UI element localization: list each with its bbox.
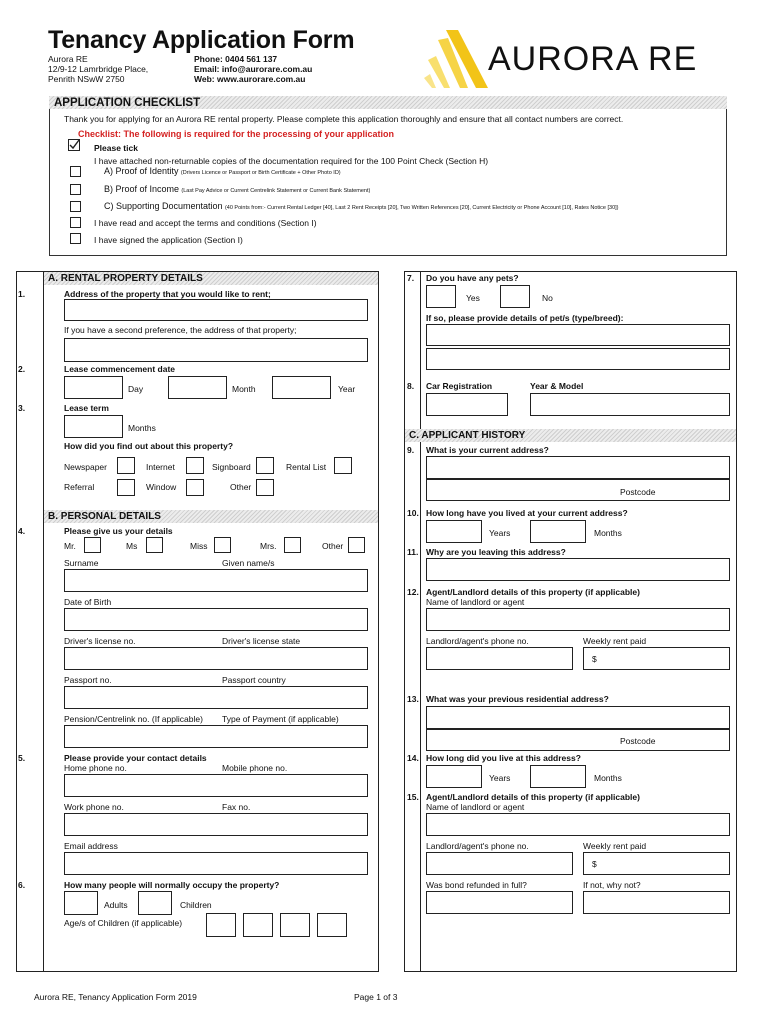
signed-label: I have signed the application (Section I) <box>94 235 243 245</box>
q4-label: Please give us your details <box>64 526 173 536</box>
current-years-label: Years <box>489 528 511 538</box>
q6-number: 6. <box>18 880 26 890</box>
car-registration-input[interactable] <box>426 393 508 416</box>
surname-label: Surname <box>64 558 99 568</box>
q12-landlord-phone-input[interactable] <box>426 647 573 670</box>
payment-type-label: Type of Payment (if applicable) <box>222 714 339 724</box>
car-registration-label: Car Registration <box>426 381 493 391</box>
proof-income-checkbox[interactable] <box>70 184 81 195</box>
dob-label: Date of Birth <box>64 597 112 607</box>
source-window-checkbox[interactable] <box>186 479 204 496</box>
q13-label: What was your previous residential address? <box>426 694 609 704</box>
company-name: Aurora RE <box>48 54 88 64</box>
q12-landlord-phone-label: Landlord/agent's phone no. <box>426 636 529 646</box>
source-newspaper-checkbox[interactable] <box>117 457 135 474</box>
phone-input[interactable] <box>64 774 368 797</box>
title-ms-checkbox[interactable] <box>146 537 163 553</box>
lease-term-months-label: Months <box>128 423 156 433</box>
title-miss-checkbox[interactable] <box>214 537 231 553</box>
source-rental-list-checkbox[interactable] <box>334 457 352 474</box>
home-phone-label: Home phone no. <box>64 763 127 773</box>
q9-number: 9. <box>407 445 415 455</box>
pets-details-input-1[interactable] <box>426 324 730 346</box>
leaving-reason-input[interactable] <box>426 558 730 581</box>
title-mr-label: Mr. <box>64 541 76 551</box>
children-label: Children <box>180 900 212 910</box>
q9-label: What is your current address? <box>426 445 549 455</box>
current-months-label: Months <box>594 528 622 538</box>
q2-label: Lease commencement date <box>64 364 176 374</box>
q15-landlord-phone-label: Landlord/agent's phone no. <box>426 841 529 851</box>
child-age-2-input[interactable] <box>243 913 273 937</box>
work-phone-input[interactable] <box>64 813 368 836</box>
q15-landlord-phone-input[interactable] <box>426 852 573 875</box>
pension-input[interactable] <box>64 725 368 748</box>
email-label: Email address <box>64 841 118 851</box>
q15-weekly-rent-input[interactable] <box>583 852 730 875</box>
company-phone: Phone: 0404 561 137 <box>194 54 278 64</box>
property-address-input[interactable] <box>64 299 368 321</box>
title-other-checkbox[interactable] <box>348 537 365 553</box>
q15-weekly-rent-label: Weekly rent paid <box>583 841 647 851</box>
year-model-label: Year & Model <box>530 381 584 391</box>
title-miss-label: Miss <box>190 541 208 551</box>
section-a-header: A. RENTAL PROPERTY DETAILS <box>44 272 378 285</box>
checkmark-icon <box>68 139 79 150</box>
current-years-input[interactable] <box>426 520 482 543</box>
source-internet-checkbox[interactable] <box>186 457 204 474</box>
q1-label: Address of the property that you would like to rent; <box>64 289 271 299</box>
day-label: Day <box>128 384 144 394</box>
q12-dollar-sign: $ <box>592 654 597 664</box>
q11-number: 11. <box>407 547 419 557</box>
lease-term-input[interactable] <box>64 415 123 438</box>
title-ms-label: Ms <box>126 541 138 551</box>
title-mr-checkbox[interactable] <box>84 537 101 553</box>
section-c-header: C. APPLICANT HISTORY <box>405 429 736 442</box>
checklist-heading: APPLICATION CHECKLIST <box>54 97 201 109</box>
bond-input[interactable] <box>426 891 573 914</box>
checklist-label: Checklist: The following is required for the processing of your application <box>78 129 395 139</box>
current-months-input[interactable] <box>530 520 586 543</box>
q12-label: Agent/Landlord details of this property (if applicable) <box>426 587 640 597</box>
current-address-input-2[interactable] <box>426 479 730 501</box>
q7-label: Do you have any pets? <box>426 273 519 283</box>
q7-number: 7. <box>407 273 415 283</box>
right-number-divider <box>420 271 421 972</box>
license-no-label: Driver's license no. <box>64 636 136 646</box>
license-state-label: Driver's license state <box>222 636 301 646</box>
email-input[interactable] <box>64 852 368 875</box>
q11-label: Why are you leaving this address? <box>426 547 566 557</box>
company-address-line1: 12/9-12 Lamrbridge Place, <box>48 64 149 74</box>
footer-title: Aurora RE, Tenancy Application Form 2019 <box>34 992 197 1002</box>
title-other-label: Other <box>322 541 344 551</box>
q12-weekly-rent-label: Weekly rent paid <box>583 636 647 646</box>
previous-months-input[interactable] <box>530 765 586 788</box>
source-rental-list-label: Rental List <box>286 462 327 472</box>
q12-weekly-rent-input[interactable] <box>583 647 730 670</box>
proof-identity-checkbox[interactable] <box>70 166 81 177</box>
page-title: Tenancy Application Form <box>48 26 355 54</box>
q15-dollar-sign: $ <box>592 859 597 869</box>
proof-identity-row: A) Proof of Identity (Drivers Licence or Passport or Birth Certificate + Other Photo ID) <box>104 166 341 176</box>
ages-label: Age/s of Children (if applicable) <box>64 918 183 928</box>
dob-input[interactable] <box>64 608 368 631</box>
bond-label: Was bond refunded in full? <box>426 880 527 890</box>
source-internet-label: Internet <box>146 462 175 472</box>
child-age-1-input[interactable] <box>206 913 236 937</box>
name-input[interactable] <box>64 569 368 592</box>
children-input[interactable] <box>138 891 172 915</box>
previous-months-label: Months <box>594 773 622 783</box>
child-age-4-input[interactable] <box>317 913 347 937</box>
month-label: Month <box>232 384 256 394</box>
q13-number: 13. <box>407 694 419 704</box>
company-email: Email: info@aurorare.com.au <box>194 64 313 74</box>
work-phone-label: Work phone no. <box>64 802 124 812</box>
company-web: Web: www.aurorare.com.au <box>194 74 306 84</box>
source-newspaper-label: Newspaper <box>64 462 107 472</box>
passport-no-label: Passport no. <box>64 675 112 685</box>
mobile-phone-label: Mobile phone no. <box>222 763 288 773</box>
lease-year-input[interactable] <box>272 376 331 399</box>
q15-number: 15. <box>407 792 419 802</box>
section-b-header: B. PERSONAL DETAILS <box>44 510 378 523</box>
please-tick-label: Please tick <box>94 143 138 153</box>
supporting-docs-checkbox[interactable] <box>70 201 81 212</box>
checklist-intro: Thank you for applying for an Aurora RE rental property. Please complete this application thoroughly and ensure that all contact numbers are correct. <box>64 114 624 124</box>
child-age-3-input[interactable] <box>280 913 310 937</box>
q5-label: Please provide your contact details <box>64 753 207 763</box>
car-model-input[interactable] <box>530 393 730 416</box>
pets-no-label: No <box>542 293 553 303</box>
pets-yes-checkbox[interactable] <box>426 285 456 308</box>
source-signboard-checkbox[interactable] <box>256 457 274 474</box>
q12-number: 12. <box>407 587 419 597</box>
year-label: Year <box>338 384 356 394</box>
q3-label: Lease term <box>64 403 109 413</box>
passport-input[interactable] <box>64 686 368 709</box>
lease-month-input[interactable] <box>168 376 227 399</box>
q5-number: 5. <box>18 753 26 763</box>
pets-details-input-2[interactable] <box>426 348 730 370</box>
previous-years-label: Years <box>489 773 511 783</box>
license-input[interactable] <box>64 647 368 670</box>
source-referral-checkbox[interactable] <box>117 479 135 496</box>
q12-landlord-name-input[interactable] <box>426 608 730 631</box>
previous-postcode-label: Postcode <box>620 736 656 746</box>
signed-checkbox[interactable] <box>70 233 81 244</box>
accept-terms-checkbox[interactable] <box>70 217 81 228</box>
q4-number: 4. <box>18 526 26 536</box>
source-window-label: Window <box>146 482 177 492</box>
pets-no-checkbox[interactable] <box>500 285 530 308</box>
current-postcode-label: Postcode <box>620 487 656 497</box>
q2-number: 2. <box>18 364 26 374</box>
pension-label: Pension/Centrelink no. (If applicable) <box>64 714 203 724</box>
q1-number: 1. <box>18 289 26 299</box>
aurora-logo-icon <box>424 26 492 90</box>
left-number-column <box>16 271 44 972</box>
passport-country-label: Passport country <box>222 675 286 685</box>
attached-docs-label: I have attached non-returnable copies of the documentation required for the 100 Point Check (Section H) <box>94 156 489 166</box>
q14-number: 14. <box>407 753 419 763</box>
q8-number: 8. <box>407 381 415 391</box>
lease-day-input[interactable] <box>64 376 123 399</box>
q6-label: How many people will normally occupy the property? <box>64 880 280 890</box>
q1-second-label: If you have a second preference, the address of that property; <box>64 325 297 335</box>
adults-input[interactable] <box>64 891 98 915</box>
q12-landlord-name-label: Name of landlord or agent <box>426 597 525 607</box>
supporting-docs-row: C) Supporting Documentation (40 Points from:- Current Rental Ledger [40], Last 2 Rent Receipts [20], Two Written References [20], Current Electricity or Phone Account [10], Rates Notice [30]) <box>104 201 619 211</box>
current-address-input-1[interactable] <box>426 456 730 479</box>
pets-yes-label: Yes <box>466 293 480 303</box>
q3-number: 3. <box>18 403 26 413</box>
accept-terms-label: I have read and accept the terms and conditions (Section I) <box>94 218 317 228</box>
proof-income-row: B) Proof of Income (Last Pay Advice or Current Centrelink Statement or Current Bank Statement) <box>104 184 371 194</box>
q10-number: 10. <box>407 508 419 518</box>
q10-label: How long have you lived at your current address? <box>426 508 628 518</box>
q15-landlord-name-label: Name of landlord or agent <box>426 802 525 812</box>
page-number: Page 1 of 3 <box>354 992 398 1002</box>
title-mrs-checkbox[interactable] <box>284 537 301 553</box>
previous-years-input[interactable] <box>426 765 482 788</box>
given-name-label: Given name/s <box>222 558 275 568</box>
source-other-checkbox[interactable] <box>256 479 274 496</box>
why-not-input[interactable] <box>583 891 730 914</box>
find-out-label: How did you find out about this property? <box>64 441 234 451</box>
previous-address-input-1[interactable] <box>426 706 730 729</box>
q14-label: How long did you live at this address? <box>426 753 581 763</box>
fax-label: Fax no. <box>222 802 251 812</box>
why-not-label: If not, why not? <box>583 880 641 890</box>
pets-details-label: If so, please provide details of pet/s (type/breed): <box>426 313 624 323</box>
logo-text: AURORA RE <box>488 40 698 78</box>
previous-address-input-2[interactable] <box>426 729 730 751</box>
adults-label: Adults <box>104 900 128 910</box>
title-mrs-label: Mrs. <box>260 541 277 551</box>
source-other-label: Other <box>230 482 252 492</box>
q15-label: Agent/Landlord details of this property (if applicable) <box>426 792 640 802</box>
source-referral-label: Referral <box>64 482 95 492</box>
q15-landlord-name-input[interactable] <box>426 813 730 836</box>
source-signboard-label: Signboard <box>212 462 251 472</box>
company-address-line2: Penrith NSwW 2750 <box>48 74 125 84</box>
second-address-input[interactable] <box>64 338 368 362</box>
